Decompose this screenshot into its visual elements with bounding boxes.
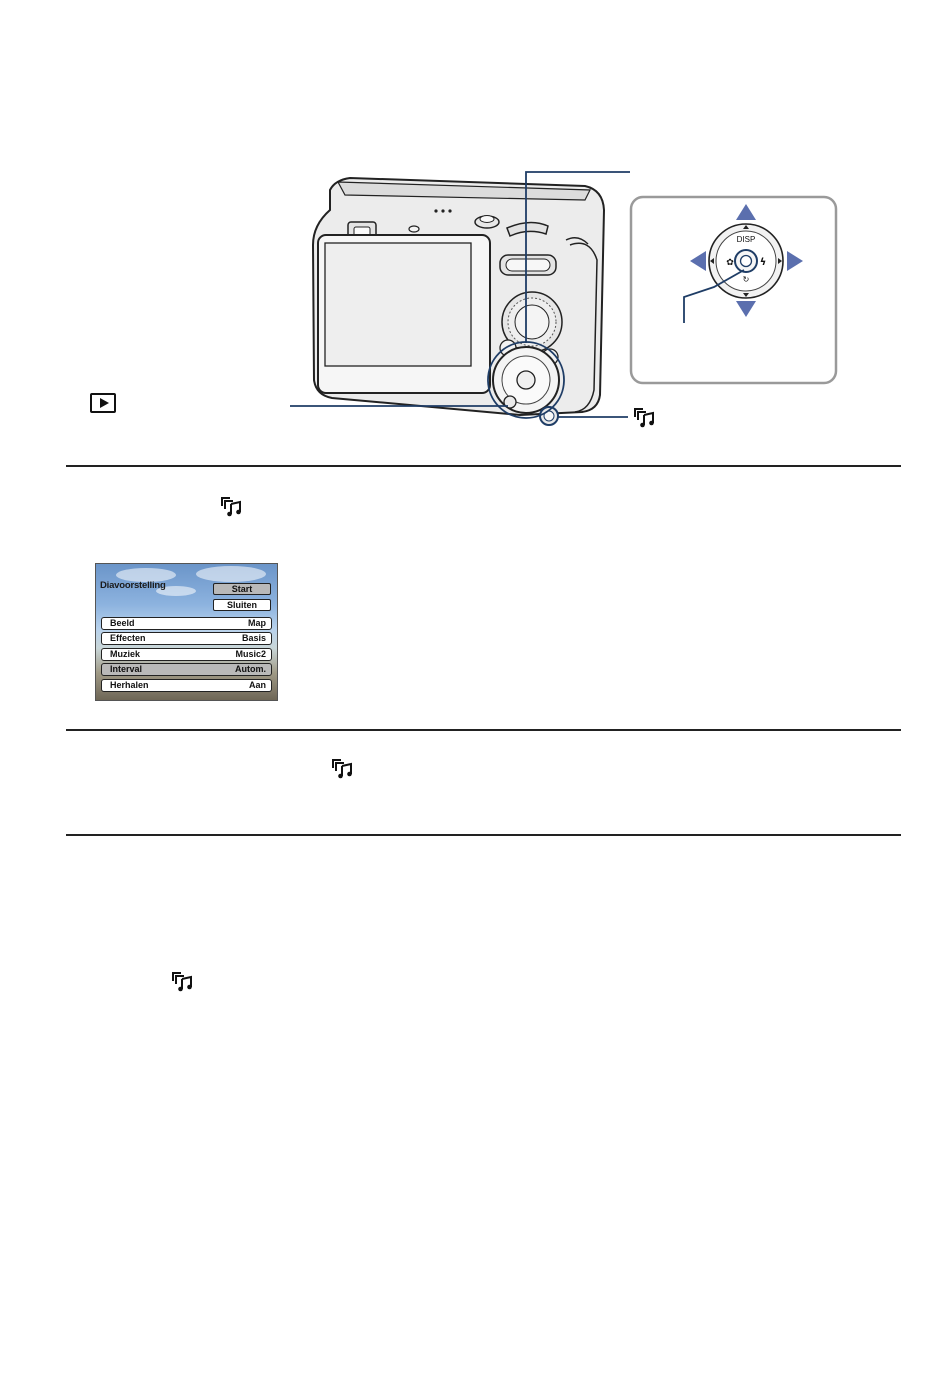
dpad-disp-label: DISP: [736, 235, 756, 244]
menu-row-repeat[interactable]: [101, 679, 272, 692]
menu-row-value: Music2: [235, 649, 266, 659]
menu-row-label: Effecten: [110, 633, 146, 643]
menu-row-label: Beeld: [110, 618, 135, 628]
slideshow-menu-screen: [95, 563, 278, 701]
menu-row-image[interactable]: [101, 617, 272, 630]
menu-row-value: Autom.: [235, 664, 266, 674]
svg-text:ϟ: ϟ: [759, 257, 767, 268]
menu-row-interval[interactable]: [101, 663, 272, 676]
slideshow-music-icon: [330, 756, 354, 780]
menu-row-label: Muziek: [110, 649, 141, 659]
menu-row-music[interactable]: [101, 648, 272, 661]
play-icon: [90, 393, 116, 413]
slideshow-music-icon: [632, 405, 656, 429]
menu-row-value: Aan: [248, 680, 266, 690]
menu-row-value: Basis: [241, 633, 266, 643]
menu-row-label: Interval: [110, 664, 143, 674]
menu-title: Diavoorstelling: [100, 580, 166, 591]
menu-row-effects[interactable]: [101, 632, 272, 645]
dpad-inset: [629, 195, 839, 385]
section-divider-3: [66, 834, 901, 836]
svg-text:✿: ✿: [726, 258, 734, 268]
slideshow-music-icon: [170, 969, 194, 993]
menu-row-value: Map: [248, 618, 266, 628]
menu-start-button[interactable]: Start: [213, 583, 271, 595]
svg-text:↻: ↻: [742, 275, 750, 284]
section-divider-1: [66, 465, 901, 467]
slideshow-music-icon: [219, 494, 243, 518]
menu-close-button[interactable]: Sluiten: [213, 599, 271, 611]
section-divider-2: [66, 729, 901, 731]
menu-row-label: Herhalen: [110, 680, 149, 690]
